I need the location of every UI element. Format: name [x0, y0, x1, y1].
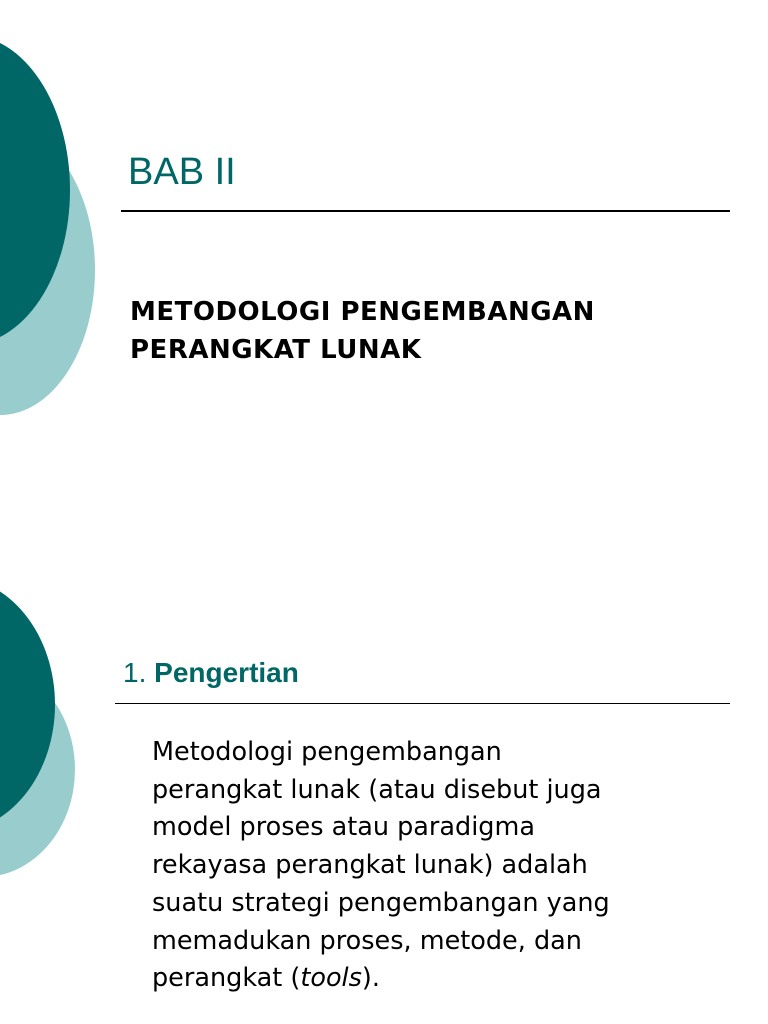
definition-text: Metodologi pengembangan perangkat lunak (atau disebut juga model proses atau paradigma rekayasa perangkat lunak) adalah suatu strategi pengembangan yang memadukan proses, metode, dan perangkat (: [152, 737, 610, 994]
definition-end: ).: [361, 963, 380, 994]
section-number: 1.: [123, 657, 147, 688]
section-heading: [123, 656, 299, 690]
slide-title: BAB II: [128, 151, 236, 193]
subtitle-line-2: PERANGKAT LUNAK: [130, 335, 422, 365]
title-divider: [121, 210, 730, 212]
slide-subtitle: [130, 293, 730, 369]
subtitle-line-1: METODOLOGI PENGEMBANGAN: [130, 297, 595, 327]
slide-2: [0, 512, 768, 1024]
heading-divider: [115, 703, 730, 704]
section-title: Pengertian: [154, 657, 299, 688]
definition-paragraph: [152, 734, 732, 998]
definition-italic-term: tools: [300, 963, 362, 994]
